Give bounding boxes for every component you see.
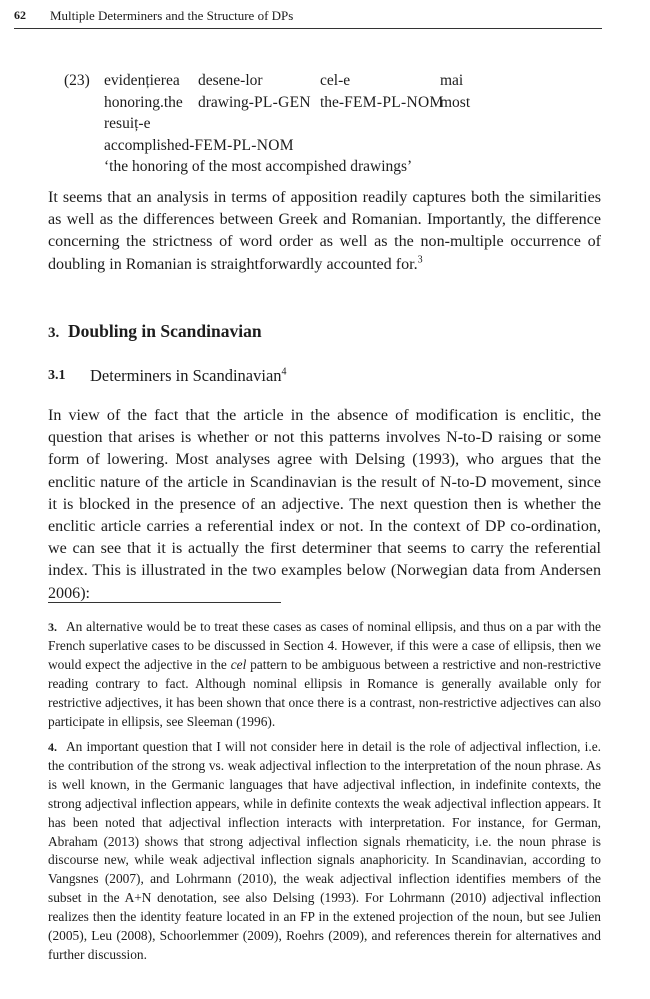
gloss-line: the-FEM-PL-NOM [320,93,444,111]
example-translation: ‘the honoring of the most accompished drawings’ [104,158,413,175]
gloss-line: accomplished-FEM-PL-NOM [104,136,294,154]
gloss-line: most [440,93,471,111]
running-title: Multiple Determiners and the Structure of DPs [50,8,294,23]
footnote-3: 3. An alternative would be to treat these cases as cases of nominal ellipsis, and thus on a par with the French superlative cases to be discussed in Section 4. However, if this were a case of ellipsis, then we would expect the adjective in the cel pattern to be ambiguous between a restrictive and non-restrictive reading contrary to fact. Although nominal ellipsis in Romance is generally available only for restrictive adjectives, it has been shown that once there is a contrast, non-restrictive adjectives can also participate in ellipsis, see Sleeman (1996). [48,619,602,729]
gloss-word: desene-lor [198,72,263,89]
gloss-word: evidențierea [104,72,180,89]
body-paragraph: It seems that an analysis in terms of apposition readily captures both the similarities as well as the differences between Greek and Romanian. Importantly, the difference concerning the strictness of word order as well as the non-multiple occurrence of doubling in Romanian is straightforwardly accounted for.$^3$ [48,189,601,273]
section-heading: 3. Doubling in Scandinavian [48,321,262,341]
gloss-word: resuiț-e [104,115,151,132]
footnote-rule [48,602,281,603]
example-23 [64,70,484,180]
gloss-word: cel-e [320,72,351,89]
gloss-line: honoring.the [104,93,183,111]
gloss-line: drawing-PL-GEN [198,93,311,111]
footnote-4: 4. An important question that I will not consider here in detail is the role of adjectival inflection, i.e. the contribution of the strong vs. weak adjectival inflection to the interpretation of the noun phrase. As is well known, in the Germanic languages that have adjectival inflection, in indefinite contexts, the strong adjectival inflection appears, while in definite contexts the weak adjectival inflection appears. It has been noted that adjectival inflection interacts with interpretation. For instance, for German, Abraham (2013) shows that strong adjectival inflection signals rhematicity, i.e. the noun phrase is discourse new, while weak adjectival inflection signals anaphoricity. In Scandinavian, according to Vangsnes (2007), and Lohrmann (2010), the weak adjectival inflection identifies members of the subset in the A+N denotation, see also Delsing (1993). For Lohrmann (2010) adjectival inflection realizes then the identity feature located in an FP in the extened projection of the noun, but see Julien (2005), Leu (2008), Schoorlemmer (2009), Roehrs (2009), and references therein for alternatives and further discussion. [48,739,601,962]
page-number: 62 [14,8,26,22]
footnote-marker: 3 [417,254,423,266]
subsection-heading: 3.1 Determiners in Scandinavian$^4$ [48,366,287,385]
example-number: (23) [64,72,90,89]
gloss-word: mai [440,72,464,89]
running-head [14,6,602,29]
footnote-marker: 4 [281,366,287,378]
body-paragraph: In view of the fact that the article in the absence of modification is enclitic, the question that arises is whether or not this patterns involves N-to-D raising or some form of lowering. Most analyses agree with Delsing (1993), who argues that the enclitic nature of the article in Scandinavian is the result of N-to-D movement, since it is blocked in the presence of an adjective. The next question then is whether the enclitic article carries a referential index or not. In the context of DP co-ordination, we can see that it is actually the first determiner that seems to carry the referential index. This is illustrated in the two examples below (Norwegian data from Andersen 2006): [48,407,601,602]
